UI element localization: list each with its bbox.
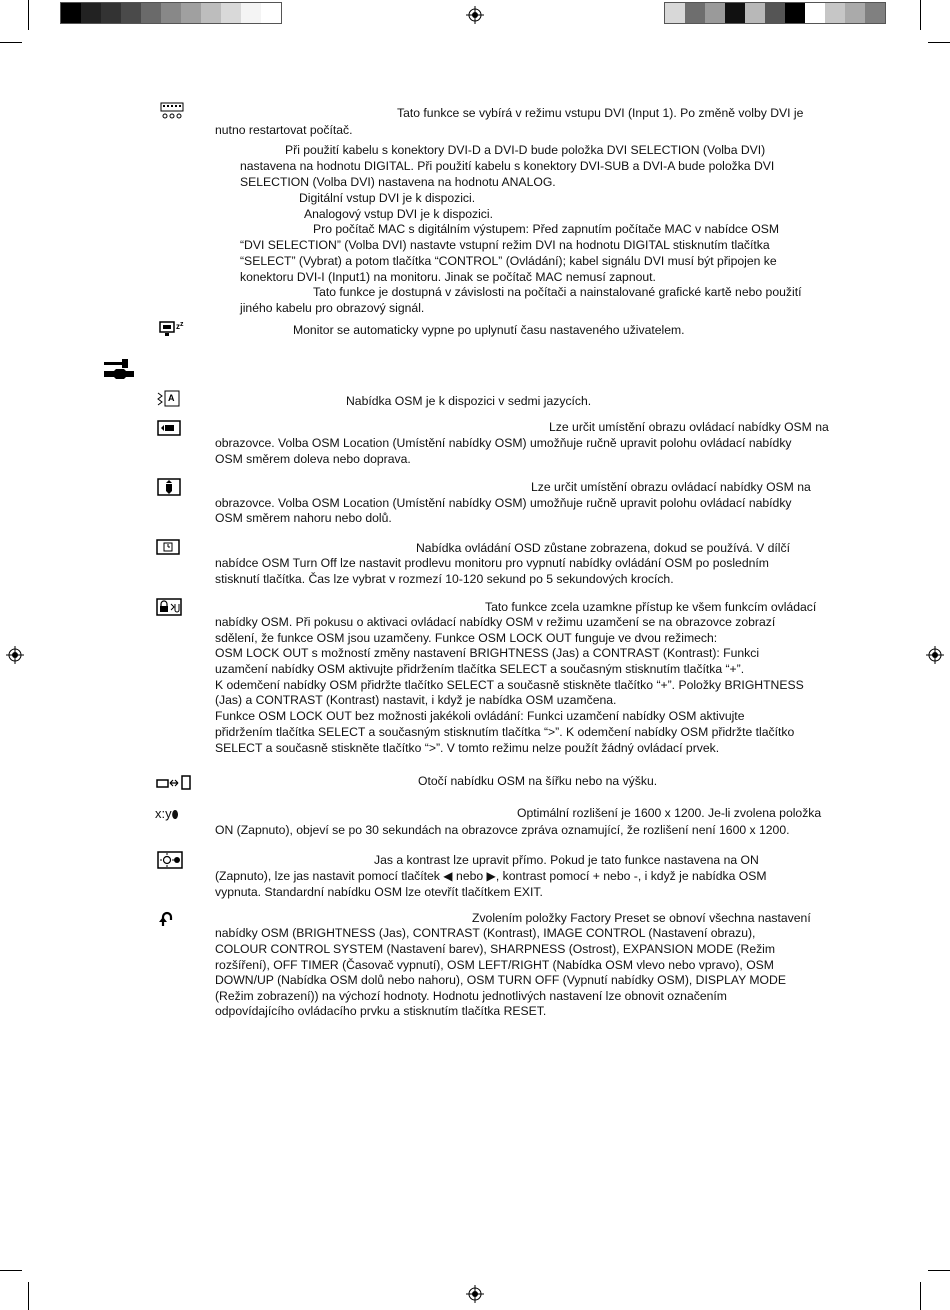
bulb-icon: ⬮ xyxy=(171,809,179,821)
dvi-note-line: konektoru DVI-I (Input1) na monitoru. Jinak se počítač MAC nemusí zapnout. xyxy=(240,270,656,284)
swatch xyxy=(845,3,865,23)
swatch xyxy=(61,3,81,23)
lock-icon xyxy=(156,598,182,616)
swatch xyxy=(121,3,141,23)
osm-turn-off-text-line: Nabídka ovládání OSD zůstane zobrazena, dokud se používá. V dílčí xyxy=(416,541,790,555)
crop-mark xyxy=(0,42,22,43)
dvi-text-line: nutno restartovat počítač. xyxy=(215,123,353,137)
osm-lock-out-text-line: SELECT a současně stiskněte tlačítko “>”. V tomto režimu nelze použít žádný ovládací prvek. xyxy=(215,741,720,755)
swatch xyxy=(181,3,201,23)
dvi-note-line: jiného kabelu pro obrazový signál. xyxy=(240,301,425,315)
svg-text:z: z xyxy=(180,321,184,328)
hot-key-text-line: (Zapnuto), lze jas nastavit pomocí tlačítek ◀ nebo ▶, kontrast pomocí + nebo -, i když je nabídka OSM xyxy=(215,869,767,883)
osm-down-up-text-line: OSM směrem nahoru nebo dolů. xyxy=(215,511,392,525)
factory-preset-text-line: nabídky OSM (BRIGHTNESS (Jas), CONTRAST (Kontrast), IMAGE CONTROL (Nastavení obrazu), xyxy=(215,926,756,940)
swatch xyxy=(665,3,685,23)
osm-left-right-text-line: obrazovce. Volba OSM Location (Umístění nabídky OSM) umožňuje ručně upravit polohu ovládací nabídky xyxy=(215,436,792,450)
factory-preset-text-line: Zvolením položky Factory Preset se obnoví všechna nastavení xyxy=(472,911,811,925)
language-text-line: Nabídka OSM je k dispozici v sedmi jazycích. xyxy=(346,394,592,408)
osm-down-up-text-line: Lze určit umístění obrazu ovládací nabídky OSM na xyxy=(531,480,811,494)
crop-mark xyxy=(928,1270,950,1271)
resolution-text-line: ON (Zapnuto), objeví se po 30 sekundách na obrazovce zpráva oznamující, že rozlišení není 1600 x 1200. xyxy=(215,823,790,837)
dvi-text-line: Tato funkce se vybírá v režimu vstupu DVI (Input 1). Po změně volby DVI je xyxy=(397,106,804,120)
crop-mark xyxy=(920,1282,921,1310)
swatch xyxy=(865,3,885,23)
swatch xyxy=(785,3,805,23)
osm-turn-off-text-line: nabídce OSM Turn Off lze nastavit prodlevu monitoru pro vypnutí nabídky ovládání OSM po posledním xyxy=(215,556,769,570)
swatch xyxy=(241,3,261,23)
dvi-note-line: Digitální vstup DVI je k dispozici. xyxy=(299,191,476,205)
swatch xyxy=(705,3,725,23)
registration-mark-icon xyxy=(926,646,944,664)
osm-left-right-text-line: OSM směrem doleva nebo doprava. xyxy=(215,452,411,466)
swatch xyxy=(261,3,281,23)
dvi-note-line: Pro počítač MAC s digitálním výstupem: Před zapnutím počítače MAC v nabídce OSM xyxy=(313,222,780,236)
dvi-note-line: Tato funkce je dostupná v závislosti na počítači a nainstalované grafické kartě nebo použití xyxy=(313,285,802,299)
wrench-tool-icon xyxy=(102,356,136,380)
hot-key-icon xyxy=(157,851,183,869)
dvi-note-line: Analogový vstup DVI je k dispozici. xyxy=(304,207,493,221)
factory-preset-text-line: DOWN/UP (Nabídka OSM dolů nebo nahoru), OSM TURN OFF (Vypnutí nabídky OSM), DISPLAY MODE xyxy=(215,973,786,987)
crop-mark xyxy=(28,1282,29,1310)
osm-lock-out-text-line: nabídky OSM. Při pokusu o aktivaci ovládací nabídky OSM v režimu uzamčení se na obrazovce zobrazí xyxy=(215,615,776,629)
reset-arrow-icon xyxy=(157,910,177,928)
off-timer-text-line: Monitor se automaticky vypne po uplynutí času nastaveného uživatelem. xyxy=(293,323,685,337)
swatch xyxy=(805,3,825,23)
svg-text:z: z xyxy=(176,322,180,331)
monitor-sleep-icon xyxy=(159,320,187,338)
dvi-note-line: Při použití kabelu s konektory DVI-D a DVI-D bude položka DVI SELECTION (Volba DVI) xyxy=(285,143,766,157)
svg-text:A: A xyxy=(168,393,175,403)
crop-mark xyxy=(920,0,921,30)
swatch xyxy=(725,3,745,23)
rotate-osm-icon xyxy=(156,775,192,791)
language-icon xyxy=(157,390,181,408)
osm-lock-out-text-line: K odemčení nabídky OSM přidržte tlačítko SELECT a současně stiskněte tlačítko “+”. Položky BRIGHTNESS xyxy=(215,678,804,692)
factory-preset-text-line: rozšíření), OFF TIMER (Časovač vypnutí), OSM LEFT/RIGHT (Nabídka OSM vlevo nebo vpravo), OSM xyxy=(215,958,774,972)
swatch xyxy=(141,3,161,23)
swatch xyxy=(685,3,705,23)
osm-lock-out-text-line: uzamčení nabídky OSM aktivujte přidržením tlačítka SELECT a současným stisknutím tlačítka “+”. xyxy=(215,662,745,676)
swatch xyxy=(101,3,121,23)
registration-mark-icon xyxy=(6,646,24,664)
hot-key-text-line: Jas a kontrast lze upravit přímo. Pokud je tato funkce nastavena na ON xyxy=(374,853,759,867)
osm-lock-out-text-line: sdělení, že funkce OSM jsou uzamčeny. Funkce OSM LOCK OUT funguje ve dvou režimech: xyxy=(215,631,718,645)
osm-lock-out-text-line: Tato funkce zcela uzamkne přístup ke všem funkcím ovládací xyxy=(485,600,817,614)
color-strip-right xyxy=(664,2,886,24)
swatch xyxy=(825,3,845,23)
registration-mark-icon xyxy=(466,6,484,24)
factory-preset-text-line: COLOUR CONTROL SYSTEM (Nastavení barev), SHARPNESS (Ostrost), EXPANSION MODE (Režim xyxy=(215,942,776,956)
factory-preset-text-line: odpovídajícího ovládacího prvku a stisknutím tlačítka RESET. xyxy=(215,1004,547,1018)
resolution-notifier-icon xyxy=(155,806,179,823)
resolution-text-line: Optimální rozlišení je 1600 x 1200. Je-li zvolena položka xyxy=(517,806,822,820)
dvi-note-line: “SELECT” (Vybrat) a potom tlačítka “CONTROL” (Ovládání); kabel signálu DVI musí být připojen ke xyxy=(240,254,777,268)
swatch xyxy=(201,3,221,23)
osm-lock-out-text-line: (Jas) a CONTRAST (Kontrast) nastavit, i když je nabídka OSM uzamčena. xyxy=(215,693,617,707)
osm-lock-out-text-line: OSM LOCK OUT s možností změny nastavení BRIGHTNESS (Jas) a CONTRAST (Kontrast): Funkci xyxy=(215,646,760,660)
crop-mark xyxy=(28,0,29,30)
resolution-icon-label: x:y xyxy=(155,806,172,821)
osm-rotation-text-line: Otočí nabídku OSM na šířku nebo na výšku. xyxy=(418,774,658,788)
crop-mark xyxy=(0,1270,22,1271)
horizontal-position-icon xyxy=(157,420,181,436)
swatch xyxy=(765,3,785,23)
dvi-note-line: SELECTION (Volba DVI) nastavena na hodnotu ANALOG. xyxy=(240,175,556,189)
registration-mark-icon xyxy=(466,1285,484,1303)
osm-down-up-text-line: obrazovce. Volba OSM Location (Umístění nabídky OSM) umožňuje ručně upravit polohu ovládací nabídky xyxy=(215,496,792,510)
osm-lock-out-text-line: přidržením tlačítka SELECT a současným stisknutím tlačítka “>”. K odemčení nabídky OSM přidržte tlačítko xyxy=(215,725,795,739)
factory-preset-text-line: (Režim zobrazení)) na výchozí hodnoty. Hodnotu jednotlivých nastavení lze obnovit označením xyxy=(215,989,727,1003)
dvi-connector-icon xyxy=(160,102,184,120)
swatch xyxy=(745,3,765,23)
hot-key-text-line: vypnuta. Standardní nabídku OSM lze otevřít tlačítkem EXIT. xyxy=(215,885,543,899)
crop-mark xyxy=(928,42,950,43)
osm-left-right-text-line: Lze určit umístění obrazu ovládací nabídky OSM na xyxy=(549,420,829,434)
dvi-note-line: “DVI SELECTION” (Volba DVI) nastavte vstupní režim DVI na hodnotu DIGITAL stisknutím tlačítka xyxy=(240,238,770,252)
osm-lock-out-text-line: Funkce OSM LOCK OUT bez možnosti jakékoli ovládání: Funkci uzamčení nabídky OSM aktivujte xyxy=(215,709,745,723)
osm-timer-icon xyxy=(156,539,180,555)
swatch xyxy=(221,3,241,23)
dvi-note-line: nastavena na hodnotu DIGITAL. Při použití kabelu s konektory DVI-SUB a DVI-A bude položka DVI xyxy=(240,159,775,173)
osm-turn-off-text-line: stisknutí tlačítka. Čas lze vybrat v rozmezí 10-120 sekund po 5 sekundových krocích. xyxy=(215,572,674,586)
swatch xyxy=(161,3,181,23)
color-strip-left xyxy=(60,2,282,24)
swatch xyxy=(81,3,101,23)
vertical-position-icon xyxy=(157,478,181,496)
